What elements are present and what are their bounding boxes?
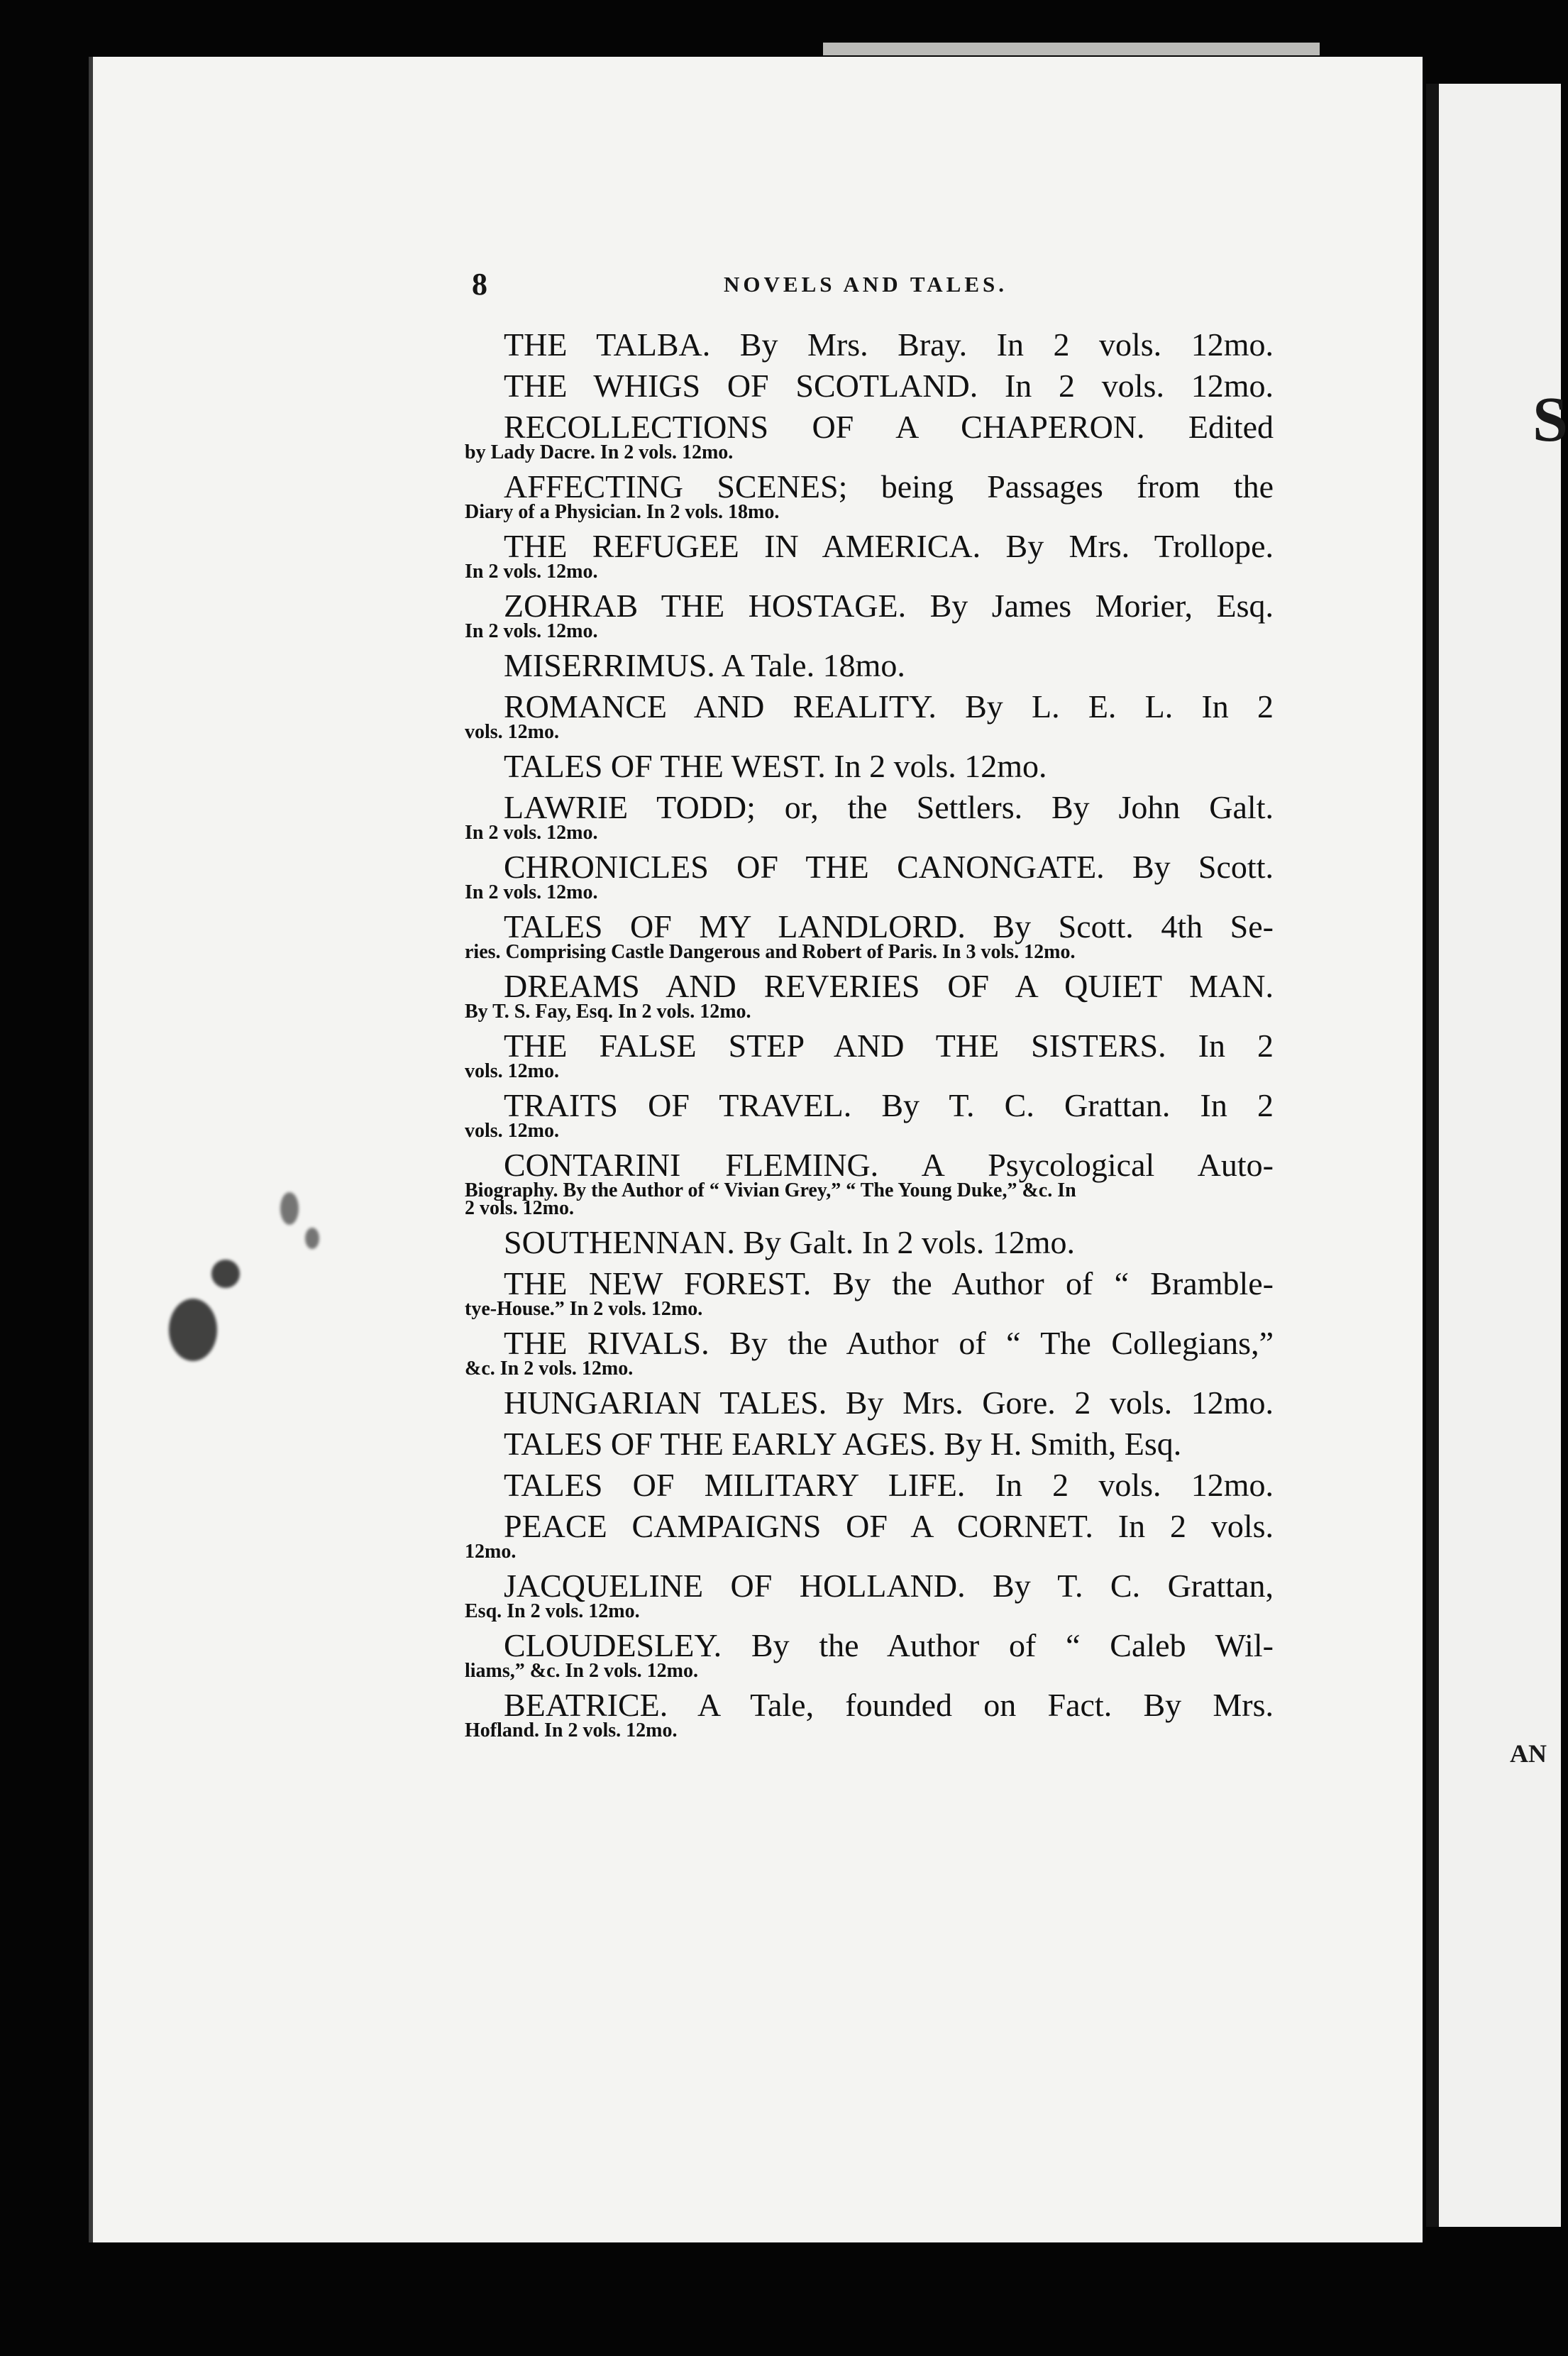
book-title-line: LAWRIE TODD; or, the Settlers. By John Galt. [504, 789, 1274, 825]
book-entry [465, 407, 1274, 464]
book-detail-line: In 2 vols. 12mo. [465, 620, 598, 642]
book-title-line: MISERRIMUS. A Tale. 18mo. [504, 647, 905, 683]
book-title-line: CONTARINI FLEMING. A Psycological Auto- [504, 1147, 1274, 1183]
book-title-line: JACQUELINE OF HOLLAND. By T. C. Grattan, [504, 1568, 1274, 1604]
book-title-line: SOUTHENNAN. By Galt. In 2 vols. 12mo. [504, 1224, 1075, 1260]
book-list [465, 325, 1274, 1745]
book-detail-line: Esq. In 2 vols. 12mo. [465, 1600, 640, 1622]
book-title-line: TALES OF THE EARLY AGES. By H. Smith, Esq. [504, 1426, 1182, 1462]
book-detail-line: liams,” &c. In 2 vols. 12mo. [465, 1660, 698, 1682]
book-title-line: THE NEW FOREST. By the Author of “ Bramble- [504, 1265, 1274, 1301]
ink-smudge [211, 1260, 240, 1288]
book-entry [465, 1145, 1274, 1220]
section-title: NOVELS AND TALES. [724, 272, 1007, 297]
book-entry [465, 747, 1274, 786]
book-detail-line: ries. Comprising Castle Dangerous and Robert of Paris. In 3 vols. 12mo. [465, 941, 1076, 963]
facing-page-text: AN [1510, 1739, 1547, 1768]
book-entry [465, 467, 1274, 524]
book-detail-line: Diary of a Physician. In 2 vols. 18mo. [465, 501, 780, 523]
book-title-line: BEATRICE. A Tale, founded on Fact. By Mrs. [504, 1687, 1274, 1723]
book-detail-line: In 2 vols. 12mo. [465, 561, 598, 583]
book-entry [465, 366, 1274, 405]
ink-smudge [169, 1299, 217, 1361]
book-entry [465, 687, 1274, 744]
book-title-line: PEACE CAMPAIGNS OF A CORNET. In 2 vols. [504, 1508, 1274, 1544]
book-detail-line: by Lady Dacre. In 2 vols. 12mo. [465, 441, 734, 463]
book-title-line: AFFECTING SCENES; being Passages from the [504, 468, 1274, 505]
book-title-line: CLOUDESLEY. By the Author of “ Caleb Wil- [504, 1627, 1274, 1663]
book-title-line: CHRONICLES OF THE CANONGATE. By Scott. [504, 849, 1274, 885]
ink-smudge [305, 1228, 319, 1249]
book-entry [465, 1264, 1274, 1321]
book-title-line: THE RIVALS. By the Author of “ The Collegians,” [504, 1325, 1274, 1361]
facing-page-letter: S [1533, 385, 1568, 455]
book-detail-line: &c. In 2 vols. 12mo. [465, 1358, 634, 1380]
book-title-line: DREAMS AND REVERIES OF A QUIET MAN. [504, 968, 1274, 1004]
book-title-line: THE REFUGEE IN AMERICA. By Mrs. Trollope. [504, 528, 1274, 564]
book-title-line: THE FALSE STEP AND THE SISTERS. In 2 [504, 1028, 1274, 1064]
book-entry [465, 527, 1274, 583]
book-entry [465, 788, 1274, 844]
book-title-line: TRAITS OF TRAVEL. By T. C. Grattan. In 2 [504, 1087, 1274, 1123]
book-entry [465, 967, 1274, 1023]
book-title-line: THE TALBA. By Mrs. Bray. In 2 vols. 12mo. [504, 326, 1274, 363]
book-detail-line: vols. 12mo. [465, 1060, 559, 1082]
book-entry [465, 1685, 1274, 1742]
running-head [472, 266, 1274, 309]
page-number: 8 [472, 267, 487, 302]
book-entry [465, 907, 1274, 964]
book-entry [465, 1424, 1274, 1463]
book-title-line: ROMANCE AND REALITY. By L. E. L. In 2 [504, 688, 1274, 725]
book-detail-line: 2 vols. 12mo. [465, 1197, 574, 1219]
book-entry [465, 1383, 1274, 1422]
page-top-edge [823, 43, 1320, 55]
book-entry [465, 325, 1274, 364]
book-detail-line: vols. 12mo. [465, 721, 559, 743]
book-detail-line: Hofland. In 2 vols. 12mo. [465, 1719, 678, 1741]
book-detail-line: By T. S. Fay, Esq. In 2 vols. 12mo. [465, 1001, 751, 1023]
book-entry [465, 1465, 1274, 1504]
book-entry [465, 586, 1274, 643]
book-entry [465, 1507, 1274, 1563]
book-detail-line: 12mo. [465, 1541, 517, 1563]
book-entry [465, 1566, 1274, 1623]
book-detail-line: In 2 vols. 12mo. [465, 881, 598, 903]
book-title-line: RECOLLECTIONS OF A CHAPERON. Edited [504, 409, 1274, 445]
book-detail-line: Biography. By the Author of “ Vivian Grey,” “ The Young Duke,” &c. In [465, 1179, 1076, 1201]
book-title-line: ZOHRAB THE HOSTAGE. By James Morier, Esq. [504, 588, 1274, 624]
book-detail-line: In 2 vols. 12mo. [465, 822, 598, 844]
book-detail-line: vols. 12mo. [465, 1120, 559, 1142]
book-title-line: TALES OF MILITARY LIFE. In 2 vols. 12mo. [504, 1467, 1274, 1503]
book-entry [465, 1223, 1274, 1262]
book-title-line: THE WHIGS OF SCOTLAND. In 2 vols. 12mo. [504, 368, 1274, 404]
book-entry [465, 1323, 1274, 1380]
book-entry [465, 646, 1274, 685]
book-entry [465, 1086, 1274, 1143]
book-entry [465, 1626, 1274, 1683]
book-title-line: HUNGARIAN TALES. By Mrs. Gore. 2 vols. 12mo. [504, 1385, 1274, 1421]
ink-smudge [280, 1192, 299, 1225]
book-entry [465, 1026, 1274, 1083]
book-detail-line: tye-House.” In 2 vols. 12mo. [465, 1298, 703, 1320]
book-title-line: TALES OF MY LANDLORD. By Scott. 4th Se- [504, 908, 1274, 945]
book-title-line: TALES OF THE WEST. In 2 vols. 12mo. [504, 748, 1047, 784]
book-entry [465, 847, 1274, 904]
